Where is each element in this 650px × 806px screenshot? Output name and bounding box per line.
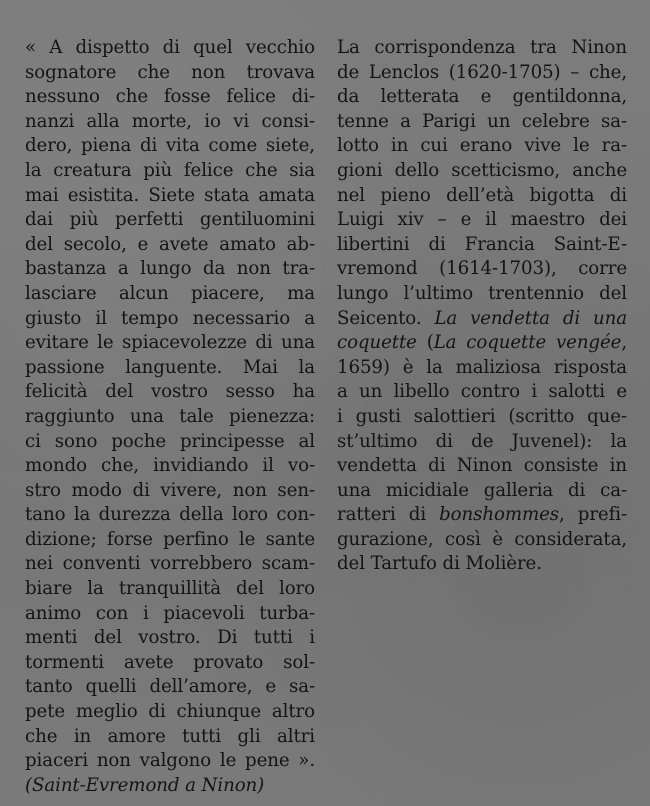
left-line-22: nei conventi vorrebbero scam- — [25, 553, 315, 575]
left-line-9: del secolo, e avete amato ab- — [25, 233, 315, 255]
left-line-29: che in amore tutti gli altri — [25, 725, 315, 747]
right-line-20-pre: ratteri di — [337, 504, 440, 526]
book-title-italic-part1: La vendetta di una — [434, 307, 627, 329]
right-line-4: tenne a Parigi un celebre sa- — [337, 110, 627, 132]
right-line-15: a un libello contro i salotti e — [337, 381, 627, 403]
left-line-20: tano la durezza della loro con- — [25, 504, 315, 526]
left-column-quote — [25, 36, 315, 798]
right-line-12-text: Seicento. — [337, 307, 422, 329]
right-line-13-mid: ( — [416, 332, 434, 354]
left-line-5: dero, piena di vita come siete, — [25, 135, 315, 157]
right-line-9: libertini di Francia Saint-E- — [337, 233, 627, 255]
right-line-6: gioni dello scetticismo, anche — [337, 159, 627, 181]
right-line-2: de Lenclos (1620-1705) – che, — [337, 61, 627, 83]
left-line-28: pete meglio di chiunque altro — [25, 701, 315, 723]
right-line-1: La corrispondenza tra Ninon — [337, 37, 627, 58]
left-line-15: felicità del vostro sesso ha — [25, 381, 315, 403]
right-line-18: vendetta di Ninon consiste in — [337, 455, 627, 477]
right-line-8: Luigi xiv – e il maestro dei — [337, 209, 627, 231]
right-line-13 — [337, 331, 627, 356]
left-line-18: mondo che, invidiando il vo- — [25, 455, 315, 477]
left-line-13: evitare le spiacevolezze di una — [25, 332, 315, 354]
left-line-21: dizione; forse perfino le sante — [25, 528, 315, 550]
right-line-11: lungo l’ultimo trentennio del — [337, 282, 627, 304]
right-column-commentary — [337, 36, 627, 577]
left-line-27: tanto quelli dell’amore, e sa- — [25, 676, 315, 698]
right-line-22: del Tartufo di Molière. — [337, 553, 542, 575]
left-line-14: passione languente. Mai la — [25, 356, 315, 378]
right-line-7: nel pieno dell’età bigotta di — [337, 184, 627, 206]
left-line-17: ci sono poche principesse al — [25, 430, 315, 452]
book-original-title-italic: La coquette vengée — [433, 332, 622, 354]
right-line-5: lotto in cui erano vive le ra- — [337, 135, 627, 157]
left-line-16: raggiunto una tale pienezza: — [25, 405, 315, 427]
left-line-26: tormenti avete provato sol- — [25, 651, 315, 673]
left-line-7: mai esistita. Siete stata amata — [25, 184, 315, 206]
left-line-8: dai più perfetti gentiluomini — [25, 209, 315, 231]
left-line-10: bastanza a lungo da non tra- — [25, 258, 315, 280]
right-line-19: una micidiale galleria di ca- — [337, 479, 627, 501]
right-line-10: vremond (1614-1703), corre — [337, 258, 627, 280]
left-line-19: stro modo di vivere, non sen- — [25, 479, 315, 501]
right-line-12 — [337, 307, 627, 332]
right-line-20 — [337, 503, 627, 528]
left-line-23: biare la tranquillità del loro — [25, 578, 315, 600]
left-line-2: sognatore che non trovava — [25, 61, 315, 83]
left-line-30: piaceri non valgono le pene ». — [25, 750, 315, 772]
left-line-24: animo con i piacevoli turba- — [25, 602, 315, 624]
left-line-4: nanzi alla morte, io vi consi- — [25, 110, 315, 132]
right-line-13-end: , — [621, 332, 627, 354]
left-line-6: la creatura più felice che sia — [25, 159, 315, 181]
book-title-italic-part2: coquette — [337, 332, 417, 354]
bonshommes-italic: bonshommes — [439, 504, 560, 526]
right-line-17: st’ultimo di de Juvenel): la — [337, 430, 627, 452]
right-line-16: i gusti salottieri (scritto que- — [337, 405, 627, 427]
quote-attribution: (Saint-Evremond a Ninon) — [25, 774, 265, 796]
right-line-14: 1659) è la maliziosa risposta — [337, 356, 627, 378]
left-line-1: « A dispetto di quel vecchio — [25, 37, 315, 58]
right-line-21: gurazione, così è considerata, — [337, 528, 627, 550]
left-line-12: giusto il tempo necessario a — [25, 307, 315, 329]
left-line-25: menti del vostro. Di tutti i — [25, 627, 315, 649]
right-line-20-post: , prefi- — [559, 504, 627, 526]
left-line-3: nessuno che fosse felice di- — [25, 86, 315, 108]
left-line-11: lasciare alcun piacere, ma — [25, 282, 315, 304]
right-line-3: da letterata e gentildonna, — [337, 86, 627, 108]
